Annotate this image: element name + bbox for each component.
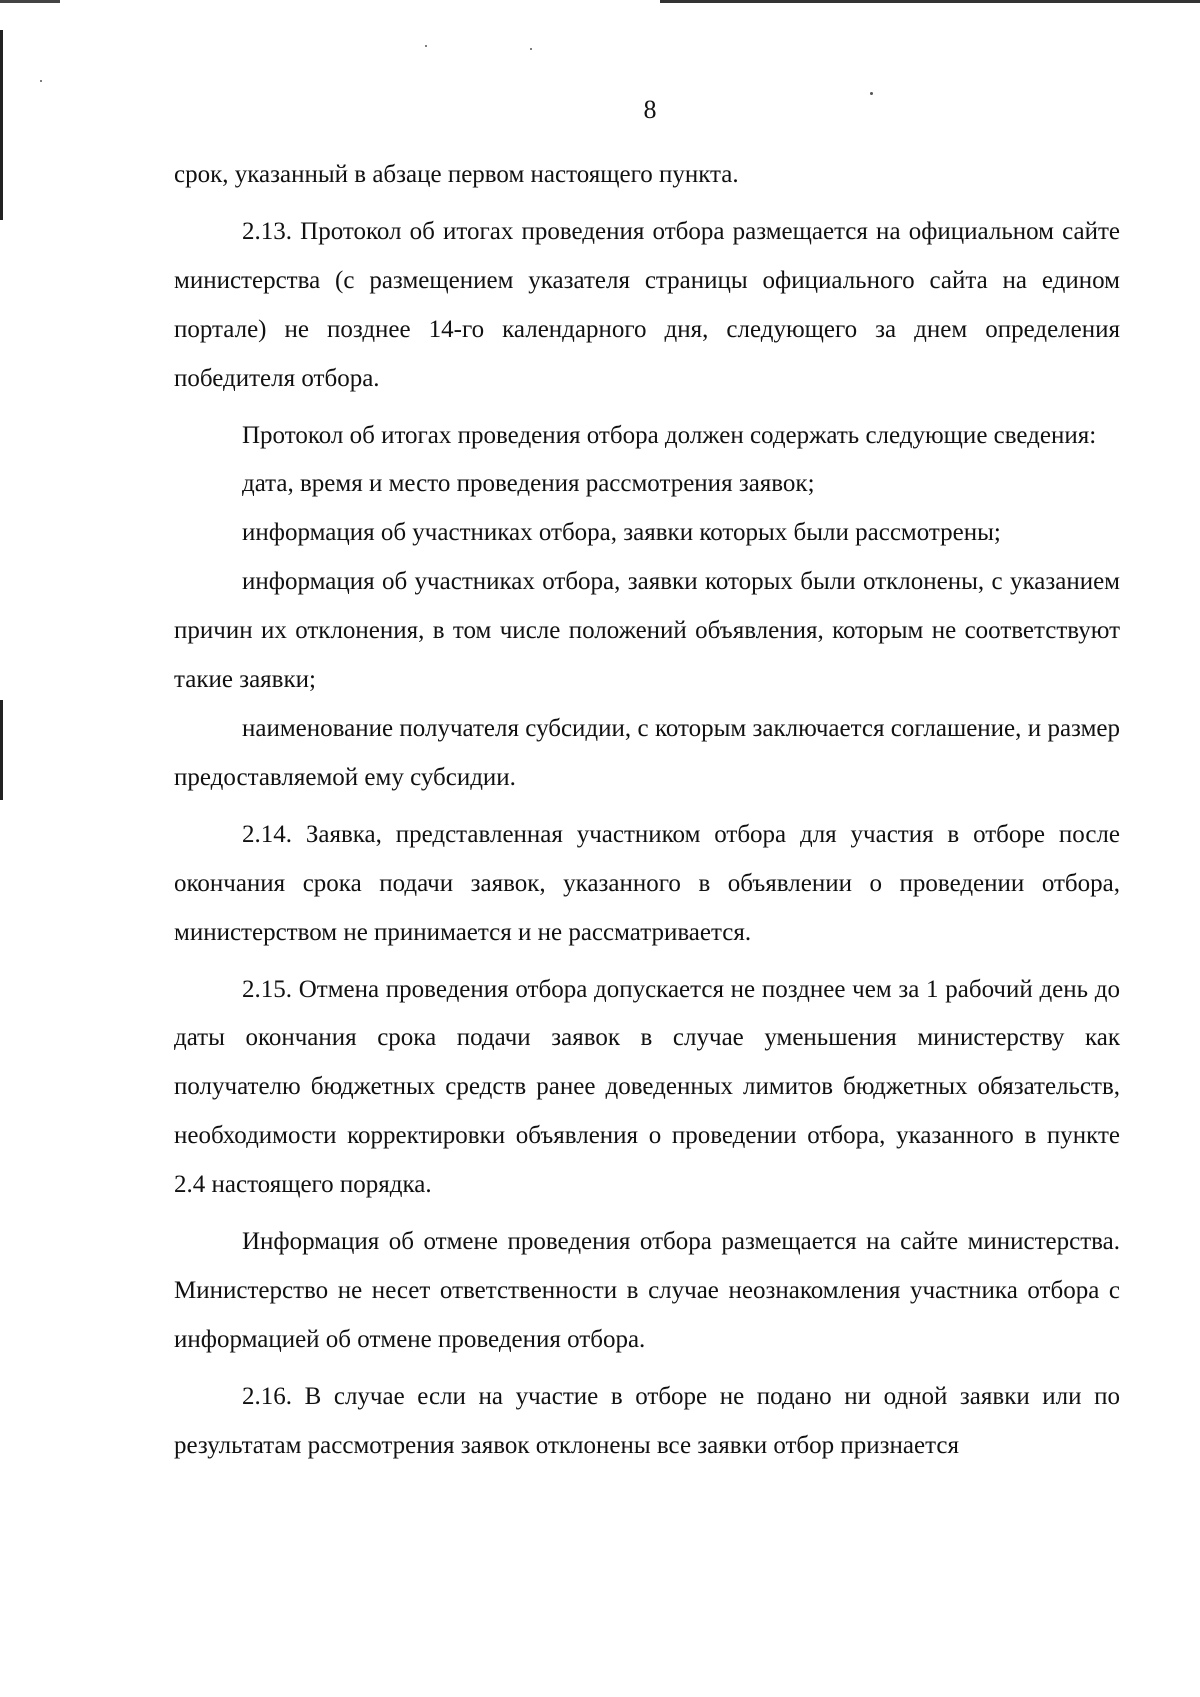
- list-item: наименование получателя субсидии, с которым заключается соглашение, и размер предоставляемой ему субсидии.: [174, 714, 1120, 791]
- paragraph: 2.16. В случае если на участие в отборе не подано ни одной заявки или по результатам рассмотрения заявок отклонены все заявки отбор признается: [174, 1382, 1120, 1459]
- scan-edge-left: [0, 30, 3, 220]
- scan-speck: [425, 45, 427, 47]
- paragraph: 2.15. Отмена проведения отбора допускается не позднее чем за 1 рабочий день до даты окончания срока подачи заявок в случае уменьшения министерству как получателю бюджетных средств ранее доведенных лимитов бюджетных обязательств, необходимости корректировки объявления о проведении отбора, указанного в пункте 2.4 настоящего порядка.: [174, 975, 1120, 1199]
- list-item: информация об участниках отбора, заявки которых были отклонены, с указанием причин их отклонения, в том числе положений объявления, которым не соответствуют такие заявки;: [174, 568, 1120, 694]
- paragraph: срок, указанный в абзаце первом настоящего пункта.: [174, 161, 739, 188]
- scan-speck: [40, 80, 42, 82]
- document-body: [174, 151, 1120, 1471]
- list-item: дата, время и место проведения рассмотрения заявок;: [242, 470, 815, 498]
- paragraph: Протокол об итогах проведения отбора должен содержать следующие сведения:: [242, 421, 1097, 449]
- scan-edge-top: [0, 0, 1200, 3]
- paragraph: 2.13. Протокол об итогах проведения отбора размещается на официальном сайте министерства (с размещением указателя страницы официального сайта на едином портале) не позднее 14-го календарного дня, следующего за днем определения победителя отбора.: [174, 217, 1120, 392]
- scan-edge-left: [0, 700, 3, 800]
- list-item: информация об участниках отбора, заявки которых были рассмотрены;: [242, 519, 1001, 547]
- paragraph: 2.14. Заявка, представленная участником отбора для участия в отборе после окончания срока подачи заявок, указанного в объявлении о проведении отбора, министерством не принимается и не рассматривается.: [174, 820, 1120, 946]
- scan-speck: [530, 48, 532, 50]
- paragraph: Информация об отмене проведения отбора размещается на сайте министерства. Министерство не несет ответственности в случае неознакомления участника отбора с информацией об отмене проведения отбора.: [174, 1228, 1120, 1353]
- page-number: 8: [643, 95, 657, 124]
